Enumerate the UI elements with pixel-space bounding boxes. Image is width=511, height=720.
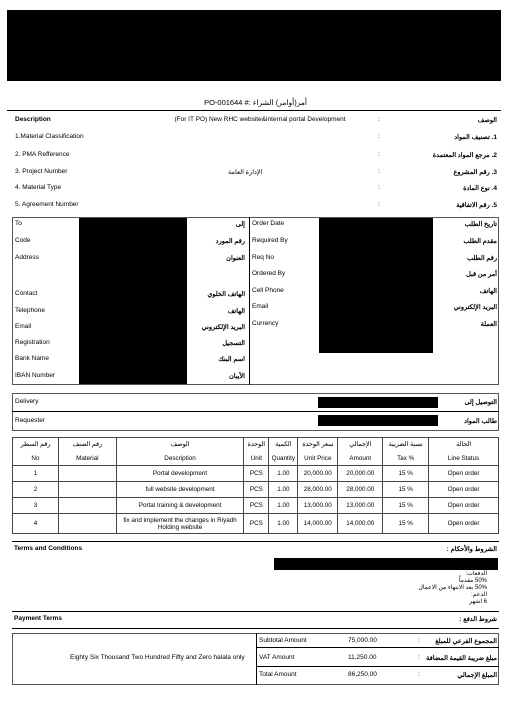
cell-qty: 1.00 bbox=[269, 466, 298, 482]
requester-en: Requester bbox=[15, 417, 45, 424]
vendor-registration-ar: التسجيل bbox=[222, 340, 245, 347]
subtotal-value: 75,000.00 bbox=[348, 637, 377, 644]
redacted-terms bbox=[274, 558, 498, 570]
payment-terms-ar: شروط الدفع : bbox=[459, 616, 497, 623]
table-row bbox=[13, 482, 499, 498]
cell-no: 4 bbox=[13, 514, 59, 534]
vendor-telephone-ar: الهاتف bbox=[227, 308, 245, 315]
delivery-ar: التوصيل إلى bbox=[464, 399, 497, 406]
totals-row-line-2 bbox=[256, 666, 499, 667]
header-class-colon: : bbox=[378, 133, 380, 140]
redacted-vendor-details bbox=[79, 218, 187, 384]
header-desc-ar: الوصف bbox=[477, 117, 497, 124]
vendor-iban-en: IBAN Number bbox=[15, 372, 56, 379]
cell-description: fix and implement the changes in Riyadh Holding website bbox=[116, 514, 244, 534]
payment-terms-en: Payment Terms bbox=[14, 615, 62, 622]
order-required-en: Required By bbox=[252, 237, 288, 244]
th-en-material: Material bbox=[58, 452, 116, 466]
table-header-en-row bbox=[13, 452, 499, 466]
cell-status: Open order bbox=[429, 498, 499, 514]
header-agreement-colon: : bbox=[378, 201, 380, 208]
order-currency-en: Currency bbox=[252, 320, 279, 327]
order-cell-ar: الهاتف bbox=[479, 288, 497, 295]
cell-description: Portal training & development bbox=[116, 498, 244, 514]
terms-line-4: الدعم: bbox=[471, 592, 487, 598]
redacted-delivery bbox=[318, 397, 438, 408]
cell-status: Open order bbox=[429, 482, 499, 498]
vendor-address-ar: العنوان bbox=[226, 255, 245, 262]
order-cell-en: Cell Phone bbox=[252, 287, 284, 294]
order-email-ar: البريد الإلكتروني bbox=[453, 304, 497, 311]
th-en-status: Line Status bbox=[429, 452, 499, 466]
vendor-registration-en: Registration bbox=[15, 339, 50, 346]
header-pma-en: 2. PMA Refference bbox=[15, 151, 70, 158]
cell-tax: 15 % bbox=[383, 498, 429, 514]
po-title: PO-001644 #: أمر(أوامر) الشراء bbox=[204, 98, 307, 107]
total-value: 86,250.00 bbox=[348, 671, 377, 678]
vendor-address-en: Address bbox=[15, 254, 39, 261]
header-type-en: 4. Material Type bbox=[15, 184, 62, 191]
cell-tax: 15 % bbox=[383, 482, 429, 498]
header-pma-colon: : bbox=[378, 151, 380, 158]
header-agreement-en: 5. Agreement Number bbox=[15, 201, 79, 208]
totals-row-line-1 bbox=[256, 647, 499, 648]
header-class-ar: 1. تصنيف المواد bbox=[454, 134, 497, 141]
header-desc-colon: : bbox=[378, 116, 380, 123]
cell-unit: PCS bbox=[244, 498, 269, 514]
th-ar-status: الحالة bbox=[429, 438, 499, 452]
cell-price: 13,000.00 bbox=[298, 498, 338, 514]
th-ar-amount: الإجمالي bbox=[338, 438, 383, 452]
th-en-price: Unit Price bbox=[298, 452, 338, 466]
order-required-ar: مقدم الطلب bbox=[463, 238, 497, 245]
table-row bbox=[13, 498, 499, 514]
terms-line-2: 50% مقدماً bbox=[458, 578, 487, 584]
order-currency-ar: العملة bbox=[480, 321, 497, 328]
terms-top-line bbox=[12, 541, 499, 542]
header-project-ar: 3. رقم المشروع bbox=[453, 169, 497, 176]
cell-description: Portal development bbox=[116, 466, 244, 482]
th-ar-quantity: الكمية bbox=[269, 438, 298, 452]
subtotal-colon: : bbox=[418, 637, 420, 644]
cell-tax: 15 % bbox=[383, 514, 429, 534]
items-table bbox=[12, 437, 499, 534]
cell-no: 1 bbox=[13, 466, 59, 482]
header-desc-en: Description bbox=[15, 116, 51, 123]
redacted-header-logo bbox=[7, 10, 501, 81]
vat-colon: : bbox=[418, 654, 420, 661]
vendor-bank-en: Bank Name bbox=[15, 355, 49, 362]
terms-ar: الشروط والأحكام : bbox=[446, 546, 497, 553]
order-orderedby-ar: أمر من قبل bbox=[466, 271, 497, 278]
header-project-value: الإدارة العامة bbox=[228, 169, 263, 176]
order-date-ar: تاريخ الطلب bbox=[464, 221, 497, 228]
th-en-amount: Amount bbox=[338, 452, 383, 466]
cell-amount: 20,000.00 bbox=[338, 466, 383, 482]
amount-in-words: Eighty Six Thousand Two Hundred Fifty and Zero halala only bbox=[70, 654, 245, 661]
cell-material bbox=[58, 514, 116, 534]
th-en-tax: Tax % bbox=[383, 452, 429, 466]
total-label: Total Amount bbox=[259, 671, 297, 678]
cell-unit: PCS bbox=[244, 482, 269, 498]
th-ar-price: سعر الوحدة bbox=[298, 438, 338, 452]
header-desc-value: (For IT PO) New RHC website&internal portal Development bbox=[174, 116, 346, 123]
header-agreement-ar: 5. رقم الاتفاقية bbox=[456, 202, 497, 209]
order-reqno-en: Req No bbox=[252, 254, 275, 261]
th-en-no: No bbox=[13, 452, 59, 466]
order-date-en: Order Date bbox=[252, 220, 285, 227]
terms-en: Terms and Conditions bbox=[14, 545, 83, 552]
order-orderedby-en: Ordered By bbox=[252, 270, 286, 277]
total-ar: المبلغ الإجمالي bbox=[457, 672, 497, 679]
cell-tax: 15 % bbox=[383, 466, 429, 482]
cell-qty: 1.00 bbox=[269, 514, 298, 534]
vendor-telephone-en: Telephone bbox=[15, 307, 45, 314]
vendor-email-ar: البريد الإلكتروني bbox=[201, 324, 245, 331]
vendor-bank-ar: اسم البنك bbox=[218, 356, 245, 363]
header-project-colon: : bbox=[378, 168, 380, 175]
cell-no: 2 bbox=[13, 482, 59, 498]
payment-top-line bbox=[12, 611, 499, 612]
vendor-to-en: To bbox=[15, 220, 22, 227]
totals-divider bbox=[256, 633, 257, 685]
cell-status: Open order bbox=[429, 466, 499, 482]
cell-price: 14,000.00 bbox=[298, 514, 338, 534]
vendor-email-en: Email bbox=[15, 323, 32, 330]
delivery-en: Delivery bbox=[15, 398, 39, 405]
order-reqno-ar: رقم الطلب bbox=[466, 255, 497, 262]
vat-label: VAT Amount bbox=[259, 654, 295, 661]
cell-material bbox=[58, 482, 116, 498]
cell-amount: 13,000.00 bbox=[338, 498, 383, 514]
terms-line-3: 50% بعد الانتهاء من الاعمال bbox=[418, 585, 487, 591]
header-type-colon: : bbox=[378, 184, 380, 191]
th-ar-tax: نسبة الضريبة bbox=[383, 438, 429, 452]
table-row bbox=[13, 466, 499, 482]
header-pma-ar: 2. مرجع المواد المعتمدة bbox=[432, 152, 497, 159]
vendor-to-ar: إلى bbox=[235, 221, 245, 228]
payment-bottom-line bbox=[12, 628, 499, 629]
cell-unit: PCS bbox=[244, 514, 269, 534]
cell-qty: 1.00 bbox=[269, 482, 298, 498]
vendor-order-divider bbox=[249, 217, 250, 385]
terms-line-1: الدفعات: bbox=[465, 571, 487, 577]
vat-ar: مبلغ ضريبة القيمة المضافة bbox=[426, 655, 497, 662]
vendor-contact-en: Contact bbox=[15, 290, 38, 297]
requester-ar: طالب المواد bbox=[464, 418, 497, 425]
cell-unit: PCS bbox=[244, 466, 269, 482]
header-type-ar: 4. نوع المادة bbox=[463, 185, 497, 192]
cell-amount: 14,000.00 bbox=[338, 514, 383, 534]
th-ar-description: الوصف bbox=[116, 438, 244, 452]
th-en-quantity: Quantity bbox=[269, 452, 298, 466]
cell-description: full website development bbox=[116, 482, 244, 498]
vat-value: 11,250.00 bbox=[348, 654, 377, 661]
cell-status: Open order bbox=[429, 514, 499, 534]
cell-price: 28,000.00 bbox=[298, 482, 338, 498]
cell-qty: 1.00 bbox=[269, 498, 298, 514]
subtotal-ar: المجموع الفرعي للمبلغ bbox=[435, 638, 497, 645]
vendor-contact-ar: الهاتف الخلوي bbox=[207, 291, 245, 298]
title-divider bbox=[7, 110, 501, 111]
table-row bbox=[13, 514, 499, 534]
order-email-en: Email bbox=[252, 303, 269, 310]
redacted-requester bbox=[318, 415, 438, 426]
cell-material bbox=[58, 498, 116, 514]
cell-price: 20,000.00 bbox=[298, 466, 338, 482]
th-ar-no: رقم السطر bbox=[13, 438, 59, 452]
redacted-order-details bbox=[319, 218, 433, 353]
table-header-ar-row bbox=[13, 438, 499, 452]
vendor-code-ar: رقم المورد bbox=[215, 238, 245, 245]
cell-amount: 28,000.00 bbox=[338, 482, 383, 498]
cell-material bbox=[58, 466, 116, 482]
th-ar-unit: الوحدة bbox=[244, 438, 269, 452]
th-en-unit: Unit bbox=[244, 452, 269, 466]
th-ar-material: رقم الصنف bbox=[58, 438, 116, 452]
header-project-en: 3. Project Number bbox=[15, 168, 68, 175]
total-colon: : bbox=[418, 671, 420, 678]
th-en-description: Description bbox=[116, 452, 244, 466]
vendor-iban-ar: الأيبان bbox=[228, 373, 245, 380]
header-class-en: 1.Material Classification bbox=[15, 133, 84, 140]
delivery-divider bbox=[12, 411, 499, 412]
terms-line-5: 6 اشهر bbox=[469, 599, 487, 605]
cell-no: 3 bbox=[13, 498, 59, 514]
subtotal-label: Subtotal Amount bbox=[259, 637, 307, 644]
vendor-code-en: Code bbox=[15, 237, 31, 244]
